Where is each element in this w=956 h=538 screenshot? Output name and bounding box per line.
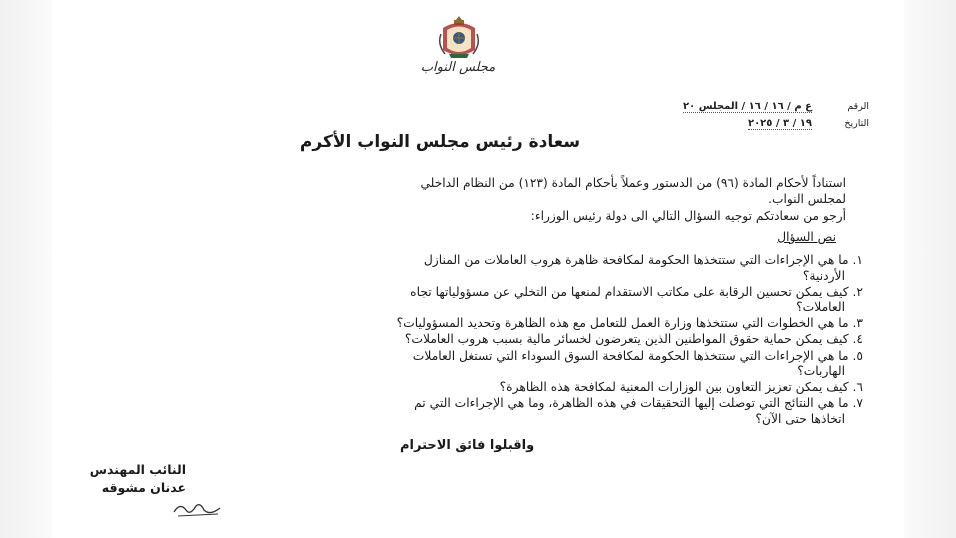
question-line: ١. ما هي الإجراءات التي ستتخذها الحكومة لمكافحة ظاهرة هروب العاملات من المنازل (423, 253, 863, 267)
question-line-continuation: الهاربات؟ (797, 364, 845, 379)
question-line: ٧. ما هي النتائج التي توصلت إليها التحقيقات في هذه الظاهرة، وما هي الإجراءات التي تم (414, 396, 863, 411)
question-line: ٤. كيف يمكن حماية حقوق المواطنين الذين يتعرضون لخسائر مالية بسبب هروب العاملات؟ (404, 332, 863, 347)
question-line-continuation: الأردنية؟ (802, 268, 845, 283)
question-line: ٢. كيف يمكن تحسين الرقابة على مكاتب الاستقدام لمنعها من التخلي عن مسؤولياتها تجاه (410, 284, 863, 299)
question-list (123, 253, 863, 428)
intro-line-1: استناداً لأحكام المادة (٩٦) من الدستور وعملاً بأحكام المادة (١٢٣) من النظام الداخلي (420, 176, 846, 190)
intro-line-2: لمجلس النواب. (768, 192, 846, 206)
question-item (123, 380, 863, 396)
question-line-continuation: العاملات؟ (796, 300, 845, 315)
scan-margin-right (904, 0, 956, 538)
question-line-continuation: اتخاذها حتى الآن؟ (755, 411, 845, 426)
question-item (123, 253, 863, 284)
reference-value: ع م / ١٦ / ١٦ / المجلس ٢٠ (683, 101, 812, 112)
date-value: ١٩ / ٣ / ٢٠٢٥ (747, 118, 812, 129)
salutation: سعادة رئيس مجلس النواب الأكرم (299, 132, 581, 152)
sender-name: عدنان مشوقه (101, 480, 186, 495)
question-item (123, 316, 863, 332)
coat-of-arms-icon (437, 14, 481, 60)
question-item (123, 396, 863, 427)
question-line: ٣. ما هي الخطوات التي ستتخذها وزارة العمل للتعامل مع هذه الظاهرة وتحديد المسؤوليات؟ (396, 316, 863, 331)
reference-row (683, 101, 869, 113)
question-line: ٥. ما هي الإجراءات التي ستتخذها الحكومة لمكافحة السوق السوداء التي تستغل العاملات (412, 348, 863, 363)
closing-line: واقبلوا فائق الاحترام (400, 438, 535, 453)
date-row (748, 118, 869, 130)
question-line: ٦. كيف يمكن تعزيز التعاون بين الوزارات المعنية لمكافحة هذه الظاهرة؟ (499, 380, 863, 395)
handwritten-signature-icon (170, 498, 226, 520)
date-label: التاريخ (844, 118, 869, 129)
sender-title: النائب المهندس (89, 462, 186, 477)
logo-wordmark: مجلس النواب (420, 60, 496, 75)
question-item (123, 332, 863, 348)
request-line: أرجو من سعادتكم توجيه السؤال التالي الى دولة رئيس الوزراء: (530, 209, 846, 223)
question-item (123, 285, 863, 316)
question-heading: نص السؤال (777, 230, 836, 244)
reference-label: الرقم (847, 101, 869, 112)
scan-margin-left (0, 0, 52, 538)
question-item (123, 349, 863, 380)
